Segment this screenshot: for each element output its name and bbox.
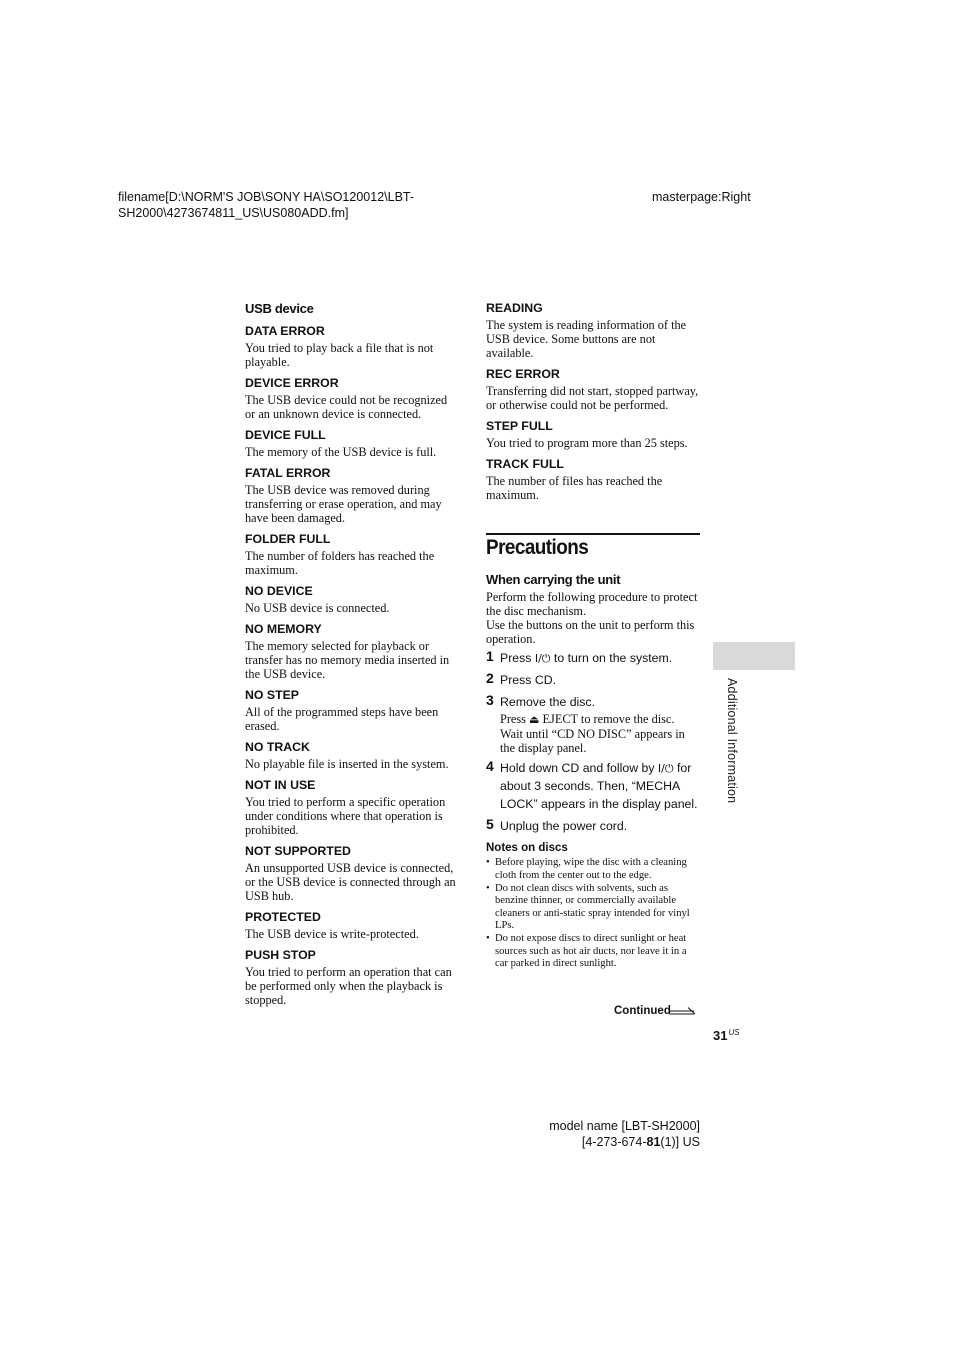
step-4 — [486, 759, 700, 813]
page-suffix: US — [728, 1028, 740, 1037]
msg-term: NO DEVICE — [245, 584, 313, 598]
header-filename: filename[D:\NORM'S JOB\SONY HA\SO120012\LBT-SH2000\4273674811_US\US080ADD.fm] — [118, 190, 415, 220]
msg-desc: Transferring did not start, stopped partway, or otherwise could not be performed. — [486, 384, 699, 412]
msg-desc: The memory selected for playback or transfer has no memory media inserted in the USB device. — [245, 639, 450, 681]
msg-desc: The USB device was removed during transferring or erase operation, and may have been damaged. — [245, 483, 442, 525]
step-number: 5 — [486, 816, 494, 832]
msg-term: NO MEMORY — [245, 622, 322, 636]
step-text: Unplug the power cord. — [500, 819, 628, 833]
step-3 — [486, 693, 700, 711]
msg-term: NO TRACK — [245, 740, 310, 754]
notes-heading: Notes on discs — [486, 842, 568, 854]
msg-desc: You tried to program more than 25 steps. — [486, 436, 688, 450]
carrying-heading: When carrying the unit — [486, 572, 621, 587]
step-number: 1 — [486, 648, 494, 664]
step-text: Hold down CD and follow by I/⏻ for about 3 seconds. Then, “MECHA LOCK” appears in the display panel. — [500, 761, 698, 811]
msg-desc: You tried to perform a specific operation under conditions where that operation is prohibited. — [245, 795, 446, 837]
intro-line-1: Perform the following procedure to protect the disc mechanism. — [486, 590, 698, 618]
usb-messages-column-2 — [486, 301, 699, 509]
side-tab-label: Additional Information — [725, 678, 739, 804]
msg-desc: The USB device is write-protected. — [245, 927, 419, 941]
usb-messages-column — [245, 301, 458, 1014]
carrying-intro — [486, 590, 700, 646]
step-1 — [486, 649, 700, 667]
note-item: • Do not expose discs to direct sunlight or heat sources such as hot air ducts, nor leave it in a car parked in direct sunlight. — [486, 933, 687, 969]
step-2 — [486, 671, 700, 689]
msg-term: DEVICE FULL — [245, 428, 326, 442]
msg-term: NO STEP — [245, 688, 299, 702]
step-3-detail: Press ⏏ EJECT to remove the disc. Wait until “CD NO DISC” appears in the display panel. — [500, 712, 685, 755]
step-5 — [486, 817, 700, 835]
header-masterpage: masterpage:Right — [652, 190, 751, 204]
msg-desc: The USB device could not be recognized or an unknown device is connected. — [245, 393, 448, 421]
msg-term: READING — [486, 301, 543, 315]
msg-desc: An unsupported USB device is connected, or the USB device is connected through an USB hub. — [245, 861, 456, 903]
msg-desc: You tried to perform an operation that can be performed only when the playback is stopped. — [245, 965, 452, 1007]
msg-desc: The number of folders has reached the maximum. — [245, 549, 435, 577]
continued-arrow-icon — [670, 1007, 696, 1017]
msg-desc: The number of files has reached the maximum. — [486, 474, 663, 502]
msg-term: FOLDER FULL — [245, 532, 331, 546]
step-text: Press CD. — [500, 673, 557, 687]
msg-term: PUSH STOP — [245, 948, 316, 962]
power-icon: I/⏻ — [657, 762, 674, 775]
msg-term: NOT IN USE — [245, 778, 316, 792]
precautions-body — [486, 572, 700, 971]
step-number: 2 — [486, 670, 494, 686]
note-item: • Do not clean discs with solvents, such as benzine thinner, or commercially available cleaners or anti-static spray intended for vinyl LPs. — [486, 882, 690, 931]
msg-desc: No playable file is inserted in the system. — [245, 757, 449, 771]
step-text: Remove the disc. — [500, 695, 596, 709]
msg-term: STEP FULL — [486, 419, 553, 433]
msg-term: TRACK FULL — [486, 457, 564, 471]
usb-device-heading: USB device — [245, 301, 314, 316]
step-text: Press I/⏻ to turn on the system. — [500, 651, 673, 665]
power-icon: I/⏻ — [534, 652, 551, 665]
section-tab — [713, 642, 795, 670]
msg-term: PROTECTED — [245, 910, 321, 924]
msg-desc: All of the programmed steps have been erased. — [245, 705, 439, 733]
footer-part-number: [4-273-674-81(1)] US — [581, 1135, 700, 1149]
page-number: $31^{US}$ — [713, 1028, 740, 1043]
footer-model-name: model name [LBT-SH2000] — [549, 1119, 700, 1133]
msg-term: DATA ERROR — [245, 324, 325, 338]
intro-line-2: Use the buttons on the unit to perform this operation. — [486, 618, 695, 646]
msg-desc: The memory of the USB device is full. — [245, 445, 437, 459]
footer-model — [480, 1118, 700, 1150]
continued-label: Continued — [614, 1005, 671, 1017]
msg-term: FATAL ERROR — [245, 466, 331, 480]
msg-term: NOT SUPPORTED — [245, 844, 351, 858]
step-number: 3 — [486, 692, 494, 708]
msg-desc: The system is reading information of the USB device. Some buttons are not available. — [486, 318, 687, 360]
eject-icon: ⏏ — [529, 713, 540, 726]
precautions-title: Precautions — [486, 536, 589, 559]
msg-term: DEVICE ERROR — [245, 376, 339, 390]
note-item: • Before playing, wipe the disc with a cleaning cloth from the center out to the edge. — [486, 857, 687, 881]
step-number: 4 — [486, 758, 494, 774]
msg-term: REC ERROR — [486, 367, 560, 381]
msg-desc: You tried to play back a file that is not playable. — [245, 341, 434, 369]
msg-desc: No USB device is connected. — [245, 601, 390, 615]
